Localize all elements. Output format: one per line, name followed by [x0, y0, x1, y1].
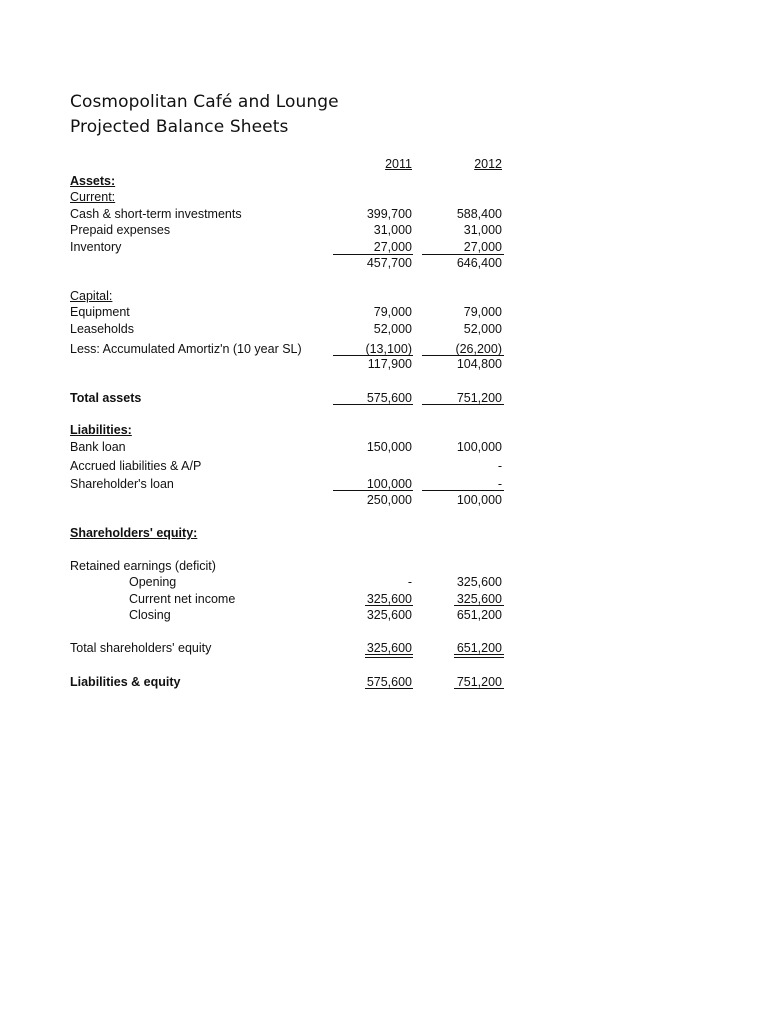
liabilities-heading: Liabilities: [70, 423, 132, 437]
value-2011: - [407, 575, 412, 589]
row-label: Opening [129, 575, 177, 589]
value-2012: 79,000 [463, 305, 502, 319]
subtotal-rule [365, 605, 413, 606]
total-assets-2012: 751,200 [456, 391, 502, 405]
document-title: Cosmopolitan Café and Lounge [70, 92, 339, 112]
row-label: Cash & short-term investments [70, 207, 242, 221]
total-equity-2011: 325,600 [366, 641, 412, 655]
row-label: Closing [129, 608, 171, 622]
value-2012: 31,000 [463, 223, 502, 237]
total-rule [333, 404, 413, 405]
value-2012: (26,200) [455, 342, 502, 356]
table-row [0, 222, 768, 238]
grand-total-label: Liabilities & equity [70, 675, 181, 689]
table-row [0, 439, 768, 455]
table-row [0, 458, 768, 474]
current-assets-heading: Current: [70, 190, 116, 204]
table-row [0, 206, 768, 222]
row-label: Prepaid expenses [70, 223, 171, 237]
subtotal-rule [422, 490, 504, 491]
subtotal-rule [333, 490, 413, 491]
retained-earnings-label: Retained earnings (deficit) [70, 559, 216, 573]
row-label: Accrued liabilities & A/P [70, 459, 202, 473]
value-2011: 399,700 [366, 207, 412, 221]
value-2011: 325,600 [366, 608, 412, 622]
double-rule [454, 654, 504, 655]
value-2011: (13,100) [365, 342, 412, 356]
value-2012: 100,000 [456, 440, 502, 454]
row-label: Less: Accumulated Amortiz'n (10 year SL) [70, 342, 302, 356]
row-label: Current net income [129, 592, 236, 606]
total-rule [422, 404, 504, 405]
double-rule [365, 654, 413, 655]
double-rule [365, 657, 413, 658]
document-subtitle: Projected Balance Sheets [70, 117, 289, 137]
assets-heading: Assets: [70, 174, 116, 188]
table-row [0, 321, 768, 337]
subtotal-row [0, 492, 768, 508]
column-header-row [0, 156, 768, 172]
table-row [0, 239, 768, 255]
table-row [0, 304, 768, 320]
total-rule [365, 688, 413, 689]
subtotal-2012: 104,800 [456, 357, 502, 371]
value-2011: 31,000 [373, 223, 412, 237]
value-2012: 325,600 [456, 575, 502, 589]
value-2012: 325,600 [456, 592, 502, 606]
value-2012: 588,400 [456, 207, 502, 221]
subtotal-2012: 100,000 [456, 493, 502, 507]
value-2011: 52,000 [373, 322, 412, 336]
total-equity-2012: 651,200 [456, 641, 502, 655]
value-2011: 79,000 [373, 305, 412, 319]
value-2012: 27,000 [463, 240, 502, 254]
grand-total-2011: 575,600 [366, 675, 412, 689]
value-2012: - [497, 477, 502, 491]
table-row [0, 607, 768, 623]
value-2012: - [497, 459, 502, 473]
row-label: Equipment [70, 305, 130, 319]
equity-heading: Shareholders' equity: [70, 526, 198, 540]
row-label: Shareholder's loan [70, 477, 174, 491]
value-2011: 325,600 [366, 592, 412, 606]
table-row [0, 574, 768, 590]
value-2012: 651,200 [456, 608, 502, 622]
double-rule [454, 657, 504, 658]
subtotal-2011: 250,000 [366, 493, 412, 507]
subtotal-2011: 117,900 [367, 357, 412, 371]
row-label: Inventory [70, 240, 122, 254]
column-header-2012: 2012 [474, 157, 502, 171]
subtotal-row [0, 255, 768, 271]
subtotal-2012: 646,400 [456, 256, 502, 270]
value-2012: 52,000 [463, 322, 502, 336]
subtotal-row [0, 356, 768, 372]
grand-total-2012: 751,200 [456, 675, 502, 689]
row-label: Leaseholds [70, 322, 134, 336]
total-assets-2011: 575,600 [366, 391, 412, 405]
subtotal-2011: 457,700 [366, 256, 412, 270]
row-label: Bank loan [70, 440, 126, 454]
total-equity-label: Total shareholders' equity [70, 641, 212, 655]
value-2011: 150,000 [366, 440, 412, 454]
capital-assets-heading: Capital: [70, 289, 113, 303]
total-assets-label: Total assets [70, 391, 142, 405]
value-2011: 27,000 [373, 240, 412, 254]
value-2011: 100,000 [366, 477, 412, 491]
subtotal-rule [454, 605, 504, 606]
column-header-2011: 2011 [385, 157, 412, 171]
total-rule [454, 688, 504, 689]
